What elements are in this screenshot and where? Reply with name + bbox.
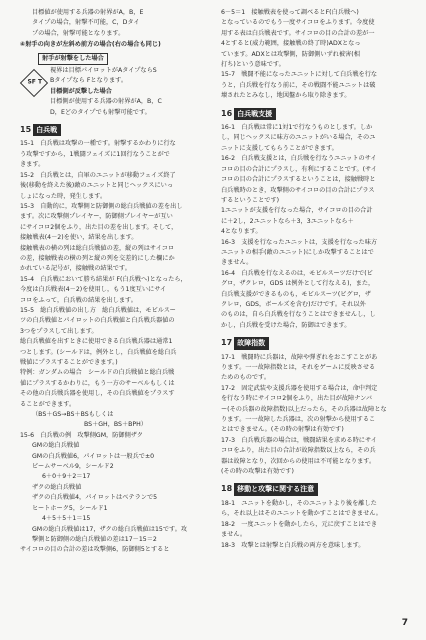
- text-line: コロの目の合計にプラスし，有利にすることです。(サイ: [221, 165, 377, 173]
- text-line: GMの総白兵戦値: [32, 442, 80, 450]
- text-line: 16-3 支援を行なったユニットは，支援を行なった味方: [221, 238, 378, 246]
- right-column: [221, 8, 417, 551]
- text-line: とはできません。(その時の射撃は有効です): [221, 426, 344, 434]
- text-line: 6＋0＋9＋2＝17: [42, 473, 91, 481]
- text-line: コロをふり，出た目の合計が故障指数以上なら，その兵: [221, 447, 376, 455]
- text-line: 壊されたとみなし，地図盤から取り除きます。: [221, 92, 351, 100]
- text-line: 15-7 戦闘不能になったユニットに対して白兵戦を行な: [221, 71, 378, 79]
- text-line: 接触戦表の横の列は総白兵戦値の差，縦の列はサイコロ: [20, 244, 175, 252]
- text-line: 15-1 白兵戦は攻撃の一種です。射撃するかわりに行な: [20, 140, 176, 148]
- text-line: 15-5 総白兵戦値の出し方 総白兵戦値は，モビルスー: [20, 306, 176, 314]
- text-line: うと，白兵戦を行なう前に，その戦闘不能ユニットは破: [221, 81, 376, 89]
- text-line: ません。: [221, 531, 247, 539]
- text-line: 後(移動を終えた後)敵のユニットと同じヘックスにいっ: [20, 182, 174, 190]
- text-line: ヒートホーク5，シールド1: [32, 504, 108, 512]
- text-line: 16-4 白兵戦を行なえるのは，モビルスーツだけで(ビ: [221, 269, 373, 277]
- left-column: [20, 8, 216, 556]
- text-line: きません。: [221, 259, 253, 267]
- text-line: プの場合，射撃可能となります。: [32, 29, 125, 37]
- text-line: 18-1 ユニットを動かし，そのユニットより後を離した: [221, 499, 377, 507]
- text-line: タイプの場合，射撃不可能，C，Dタイ: [32, 19, 140, 27]
- text-line: するということです): [221, 196, 280, 204]
- section-heading-15: 15 白兵戦: [20, 124, 216, 136]
- text-line: 3つをプラスして出します。: [20, 327, 98, 335]
- text-line: 1ユニットが支援を行なった場合，サイコロの目の合計: [221, 207, 373, 215]
- text-line: 接触戦表(4－2)を使い，結果を出します。: [20, 234, 138, 242]
- text-line: 18-3 攻撃とは射撃と白兵戦の両方を意味します。: [221, 541, 365, 549]
- text-line: を行なう時にサイコロ2個をふり，出た目が故障ナンバ: [221, 395, 373, 403]
- text-line: 打ち)という意味です。: [221, 61, 285, 69]
- text-line: 撃側と防御側の総白兵戦値の差は17－15＝2: [32, 535, 157, 543]
- text-line: 今度は白兵戦表(4－2)を使用し，もう1度互いにサイ: [20, 286, 167, 294]
- text-line: に＋2し，2ユニットなら＋3，3ユニットなら＋: [221, 217, 354, 225]
- text-line: ります。一一故障指数とは，それをゲームに反映させる: [221, 364, 376, 371]
- section-15-body: [20, 139, 216, 555]
- text-line: 16-1 白兵戦は常に1対1で行なうものとします。しか: [221, 124, 373, 132]
- text-line: ツの白兵戦値とパイロットの白兵戦値と白兵戦兵器値の: [20, 317, 175, 325]
- text-line: にサイコロ2個をふり，出た目の差を出します。そして，: [20, 223, 178, 231]
- text-line: ら，それ以上はそのユニットを動かすことはできません。: [221, 510, 382, 518]
- text-line: かし，白兵戦を受けた場合，防御はできます。: [221, 321, 351, 329]
- text-line: (その時の攻撃は有効です): [221, 468, 294, 476]
- text-line: ザクの総白兵戦値: [32, 483, 82, 491]
- text-line: 目標側が使用する兵器の射界がA，B，C: [50, 98, 162, 106]
- text-line: ることができます。: [20, 400, 76, 408]
- text-line: グロ，ザクレロ，GDS は例外として行なえる)，また，: [221, 280, 375, 288]
- text-line: し，同じヘックスに味方のユニットがいる場合，そのユ: [221, 134, 376, 142]
- subheading-target-counter: 目標側が反撃した場合: [50, 87, 112, 95]
- text-line: 15-4 白兵戦において勝ち結果が F(白兵戦へ)となったら，: [20, 275, 187, 283]
- intro-block: [20, 8, 216, 39]
- text-line: 白兵戦支援ができるものも，モビルスーツ(ビグロ，ザ: [221, 290, 371, 298]
- text-line: の差，接触戦表の横の列と縦の列を交差的にした欄にか: [20, 254, 175, 262]
- text-line: コロの目の合計にプラスするということは，接触戦時と: [221, 176, 376, 184]
- text-line: 値にプラスするかわりに，もう一方のサーベルもしくは: [20, 379, 175, 387]
- text-line: 15-6 白兵戦の例 攻撃側GM，防御側ザク: [20, 431, 143, 439]
- text-line: サイコロの目の合計の差は攻撃側6，防御側5とすると: [20, 546, 170, 554]
- boxed-heading-shooter: 射手が射撃をした場合: [38, 53, 108, 65]
- text-line: かれている記号が，接触戦の結果です。: [20, 265, 131, 273]
- text-line: ています。ADXとは攻撃側，防御側いずれ被害(相: [221, 50, 360, 58]
- text-line: となっているのでもう一度サイコロをふります。今度使: [221, 19, 375, 27]
- text-line: 4＋5＋5＋1＝15: [42, 515, 91, 523]
- text-line: 6－5＝1 接触戦表を使って調べるとF(白兵戦へ): [221, 9, 359, 16]
- text-line: クレロ，GDS，ボールズを含む)だけです。それ以外: [221, 300, 366, 308]
- diagonal-block: [20, 51, 216, 118]
- text-line: 目標値が使用する兵器の射界がA，B，E: [32, 9, 144, 16]
- text-line: 17-3 白兵戦兵器の場合は，戦闘結果を求める時にサイ: [221, 436, 377, 444]
- section-18-body: [221, 499, 417, 551]
- text-line: ー(その兵器の故障指数)以上だったら，その兵器は故障とな: [221, 405, 387, 413]
- text-line: 15-2 白兵戦とは，自軍のユニットが移動フェイズ終了: [20, 171, 176, 179]
- page-number: 7: [401, 618, 408, 628]
- text-line: ニットに支援してもらうことができます。: [221, 144, 338, 152]
- text-line: 18-2 一度ユニットを動かしたら，元に戻すことはでき: [221, 520, 378, 528]
- text-line: 4となります。: [221, 228, 262, 236]
- sf-t-diagram-icon: SF T: [20, 68, 48, 96]
- section-17-body: [221, 353, 417, 478]
- formula-line: （BS＋GS→BS＋BSもしくは: [32, 411, 114, 419]
- text-line: 16-2 白兵戦支援とは，白兵戦を行なうユニットのサイ: [221, 155, 377, 163]
- section-16-body: [221, 123, 417, 331]
- text-line: ります。一一故障した兵器は，次の射撃から使用するこ: [221, 416, 376, 424]
- text-line: 17-2 固定武装や支援兵器を使用する場合は，命中判定: [221, 384, 378, 392]
- text-line: 17-1 戦闘時に兵器は，故障や弾ぎれをおこすことがあ: [221, 353, 378, 361]
- text-line: 15-3 自動的に，攻撃側と防御側の総白兵戦値の差を出し: [20, 202, 183, 210]
- text-line: ユニットの相手(敵のユニット)にしか攻撃することはで: [221, 248, 374, 256]
- text-line: D，Eどのタイプでも射撃可能です。: [50, 108, 151, 116]
- text-line: 総白兵戦値を出すときに使用できる白兵戦兵器は通常1: [20, 338, 173, 346]
- text-line: コロをふって，白兵戦の結果を出します。: [20, 296, 137, 304]
- continued-block: [221, 8, 417, 102]
- section-heading-16: 16 白兵戦支援: [221, 108, 417, 120]
- text-line: のものは，自ら白兵戦を行なうことはできませんし，し: [221, 311, 376, 319]
- text-line: 4とすると(威力範囲，接触戦の終了時)ADXとなっ: [221, 40, 361, 48]
- text-line: ためのものです。: [221, 374, 271, 382]
- text-line: ザクの白兵戦値4，パイロットはベテランで5: [32, 494, 158, 502]
- text-line: きます。: [20, 161, 45, 169]
- text-line: GMの白兵戦値6，パイロットは一般兵で±0: [32, 452, 155, 460]
- text-line: ビームサーベル9，シールド2: [32, 463, 114, 471]
- text-line: GMの総白兵戦値は17，ザクの総白兵戦値は15です。攻: [32, 525, 188, 533]
- formula-line: BS＋GH，BS＋BPH）: [84, 421, 147, 429]
- text-line: Bタイプなら Fとなります。: [50, 77, 128, 85]
- text-line: その他の白兵戦兵器を使用し，その白兵戦値をプラスす: [20, 390, 175, 398]
- text-line: 視界は目標パイロットがAタイプならS: [50, 67, 157, 75]
- text-line: 白兵戦時のとき，攻撃側のサイコロの目の合計にプラス: [221, 186, 375, 194]
- subheading-left-diagonal: ④射手の向きが左斜め前方の場合(右の場合も同じ): [20, 41, 161, 49]
- text-line: 器は故障となり，次回からの使用は不可能となります。: [221, 457, 376, 465]
- text-line: う攻撃ですから，1戦闘フェイズに1回行なうことがで: [20, 150, 170, 158]
- text-line: ます。次に攻撃側プレイヤー，防御側プレイヤーが互い: [20, 213, 173, 221]
- section-heading-17: 17 故障指数: [221, 337, 417, 349]
- text-line: 用する表は白兵戦表です。サイコロの目の合計の差が一: [221, 29, 375, 37]
- section-heading-18: 18 移動と攻撃に関する注意: [221, 483, 417, 495]
- text-line: つとします。(シールドは，例外とし，白兵戦値を総白兵: [20, 348, 177, 356]
- text-line: しょになった時，発生します。: [20, 192, 107, 200]
- text-line: 特例：ガンダムの場合 シールドの白兵戦値と総白兵戦: [20, 369, 175, 377]
- text-line: 戦値にプラスすることができます。): [20, 359, 118, 366]
